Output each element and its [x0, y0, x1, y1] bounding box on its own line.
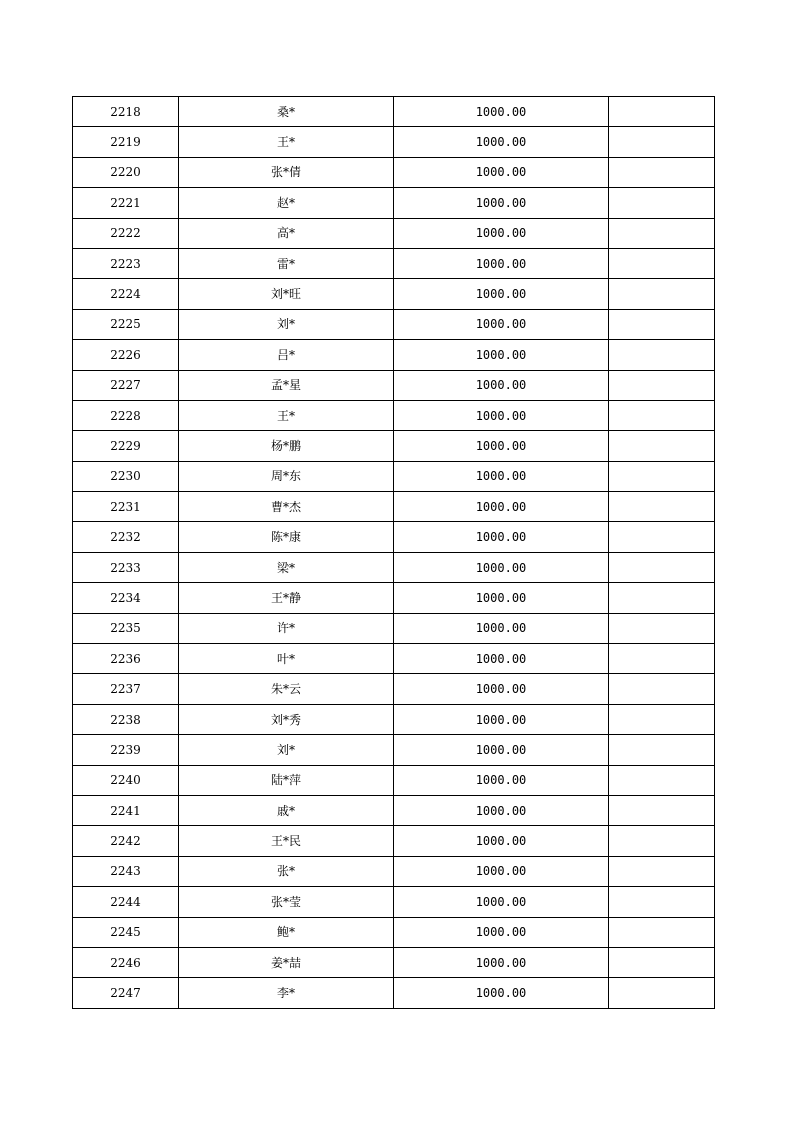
table-row	[73, 704, 715, 734]
row-number-cell: 2222	[73, 218, 179, 248]
table-row	[73, 461, 715, 491]
row-number-cell: 2243	[73, 856, 179, 886]
amount-cell: 1000.00	[394, 461, 609, 491]
table-row	[73, 856, 715, 886]
note-cell	[609, 218, 715, 248]
note-cell	[609, 370, 715, 400]
note-cell	[609, 978, 715, 1008]
table-row	[73, 613, 715, 643]
table-row	[73, 583, 715, 613]
note-cell	[609, 522, 715, 552]
note-cell	[609, 947, 715, 977]
amount-cell: 1000.00	[394, 370, 609, 400]
row-number-cell: 2240	[73, 765, 179, 795]
note-cell	[609, 248, 715, 278]
name-cell: 吕*	[179, 340, 394, 370]
name-cell: 李*	[179, 978, 394, 1008]
amount-cell: 1000.00	[394, 947, 609, 977]
name-cell: 高*	[179, 218, 394, 248]
amount-cell: 1000.00	[394, 826, 609, 856]
amount-cell: 1000.00	[394, 157, 609, 187]
amount-cell: 1000.00	[394, 340, 609, 370]
name-cell: 孟*星	[179, 370, 394, 400]
table-row	[73, 644, 715, 674]
amount-cell: 1000.00	[394, 613, 609, 643]
name-cell: 陆*萍	[179, 765, 394, 795]
amount-cell: 1000.00	[394, 795, 609, 825]
table-row	[73, 279, 715, 309]
amount-cell: 1000.00	[394, 644, 609, 674]
name-cell: 叶*	[179, 644, 394, 674]
amount-cell: 1000.00	[394, 704, 609, 734]
row-number-cell: 2224	[73, 279, 179, 309]
note-cell	[609, 309, 715, 339]
note-cell	[609, 795, 715, 825]
name-cell: 张*莹	[179, 887, 394, 917]
row-number-cell: 2234	[73, 583, 179, 613]
note-cell	[609, 917, 715, 947]
row-number-cell: 2244	[73, 887, 179, 917]
table-row	[73, 400, 715, 430]
table-row	[73, 947, 715, 977]
row-number-cell: 2220	[73, 157, 179, 187]
note-cell	[609, 127, 715, 157]
amount-cell: 1000.00	[394, 279, 609, 309]
name-cell: 张*倩	[179, 157, 394, 187]
note-cell	[609, 157, 715, 187]
note-cell	[609, 765, 715, 795]
row-number-cell: 2230	[73, 461, 179, 491]
amount-cell: 1000.00	[394, 431, 609, 461]
name-cell: 刘*	[179, 735, 394, 765]
note-cell	[609, 340, 715, 370]
row-number-cell: 2247	[73, 978, 179, 1008]
amount-cell: 1000.00	[394, 522, 609, 552]
name-cell: 曹*杰	[179, 492, 394, 522]
row-number-cell: 2237	[73, 674, 179, 704]
table-row	[73, 887, 715, 917]
note-cell	[609, 644, 715, 674]
amount-cell: 1000.00	[394, 674, 609, 704]
amount-cell: 1000.00	[394, 97, 609, 127]
name-cell: 梁*	[179, 552, 394, 582]
table-row	[73, 340, 715, 370]
name-cell: 鲍*	[179, 917, 394, 947]
table-row	[73, 127, 715, 157]
amount-cell: 1000.00	[394, 309, 609, 339]
amount-cell: 1000.00	[394, 552, 609, 582]
roster-table-body	[73, 97, 715, 1009]
amount-cell: 1000.00	[394, 887, 609, 917]
table-row	[73, 765, 715, 795]
row-number-cell: 2238	[73, 704, 179, 734]
row-number-cell: 2226	[73, 340, 179, 370]
name-cell: 张*	[179, 856, 394, 886]
name-cell: 刘*旺	[179, 279, 394, 309]
note-cell	[609, 279, 715, 309]
row-number-cell: 2231	[73, 492, 179, 522]
table-row	[73, 674, 715, 704]
note-cell	[609, 613, 715, 643]
row-number-cell: 2223	[73, 248, 179, 278]
name-cell: 王*静	[179, 583, 394, 613]
row-number-cell: 2221	[73, 188, 179, 218]
note-cell	[609, 188, 715, 218]
note-cell	[609, 492, 715, 522]
table-row	[73, 522, 715, 552]
note-cell	[609, 431, 715, 461]
name-cell: 刘*秀	[179, 704, 394, 734]
note-cell	[609, 97, 715, 127]
table-row	[73, 188, 715, 218]
amount-cell: 1000.00	[394, 492, 609, 522]
amount-cell: 1000.00	[394, 917, 609, 947]
amount-cell: 1000.00	[394, 188, 609, 218]
row-number-cell: 2232	[73, 522, 179, 552]
amount-cell: 1000.00	[394, 735, 609, 765]
note-cell	[609, 552, 715, 582]
row-number-cell: 2219	[73, 127, 179, 157]
name-cell: 戚*	[179, 795, 394, 825]
table-row	[73, 492, 715, 522]
table-row	[73, 431, 715, 461]
table-row	[73, 978, 715, 1008]
table-row	[73, 157, 715, 187]
amount-cell: 1000.00	[394, 248, 609, 278]
name-cell: 赵*	[179, 188, 394, 218]
name-cell: 朱*云	[179, 674, 394, 704]
name-cell: 王*	[179, 127, 394, 157]
amount-cell: 1000.00	[394, 218, 609, 248]
note-cell	[609, 887, 715, 917]
document-page	[72, 96, 714, 1009]
row-number-cell: 2246	[73, 947, 179, 977]
row-number-cell: 2225	[73, 309, 179, 339]
note-cell	[609, 856, 715, 886]
table-row	[73, 795, 715, 825]
note-cell	[609, 704, 715, 734]
row-number-cell: 2233	[73, 552, 179, 582]
note-cell	[609, 735, 715, 765]
row-number-cell: 2245	[73, 917, 179, 947]
row-number-cell: 2229	[73, 431, 179, 461]
row-number-cell: 2227	[73, 370, 179, 400]
row-number-cell: 2239	[73, 735, 179, 765]
row-number-cell: 2236	[73, 644, 179, 674]
name-cell: 姜*喆	[179, 947, 394, 977]
note-cell	[609, 461, 715, 491]
row-number-cell: 2218	[73, 97, 179, 127]
amount-cell: 1000.00	[394, 127, 609, 157]
table-row	[73, 218, 715, 248]
row-number-cell: 2242	[73, 826, 179, 856]
note-cell	[609, 400, 715, 430]
amount-cell: 1000.00	[394, 978, 609, 1008]
name-cell: 周*东	[179, 461, 394, 491]
table-row	[73, 917, 715, 947]
name-cell: 刘*	[179, 309, 394, 339]
name-cell: 许*	[179, 613, 394, 643]
name-cell: 杨*鹏	[179, 431, 394, 461]
row-number-cell: 2228	[73, 400, 179, 430]
table-row	[73, 735, 715, 765]
amount-cell: 1000.00	[394, 765, 609, 795]
table-row	[73, 97, 715, 127]
row-number-cell: 2235	[73, 613, 179, 643]
amount-cell: 1000.00	[394, 856, 609, 886]
note-cell	[609, 583, 715, 613]
note-cell	[609, 674, 715, 704]
roster-table	[72, 96, 715, 1009]
table-row	[73, 370, 715, 400]
name-cell: 雷*	[179, 248, 394, 278]
amount-cell: 1000.00	[394, 400, 609, 430]
table-row	[73, 309, 715, 339]
table-row	[73, 826, 715, 856]
row-number-cell: 2241	[73, 795, 179, 825]
name-cell: 王*民	[179, 826, 394, 856]
table-row	[73, 248, 715, 278]
name-cell: 陈*康	[179, 522, 394, 552]
name-cell: 王*	[179, 400, 394, 430]
name-cell: 桑*	[179, 97, 394, 127]
table-row	[73, 552, 715, 582]
note-cell	[609, 826, 715, 856]
amount-cell: 1000.00	[394, 583, 609, 613]
